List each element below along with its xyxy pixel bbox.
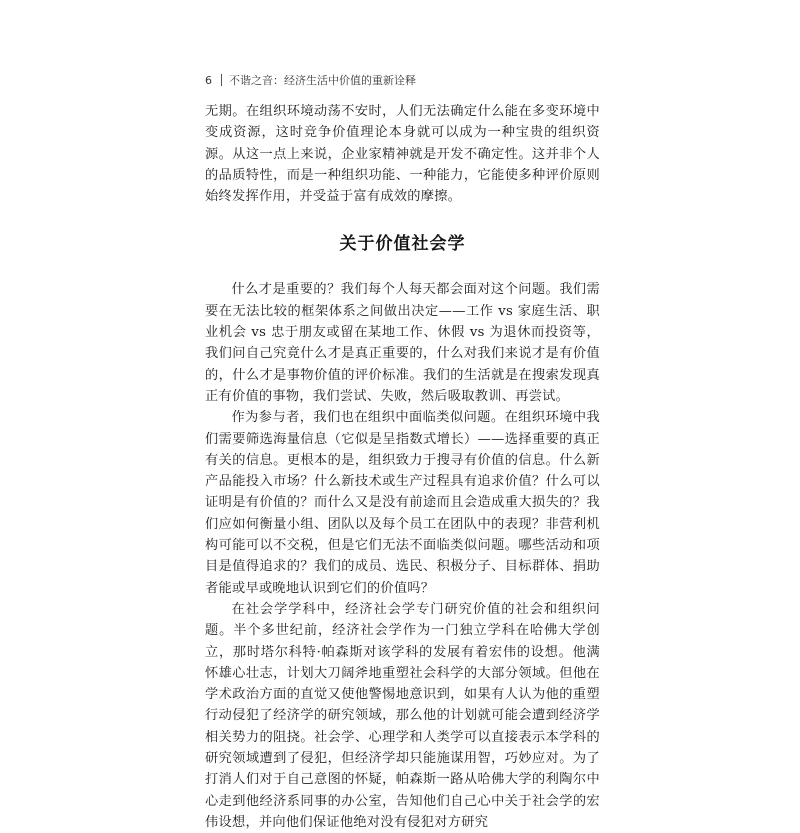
paragraph: 在社会学学科中，经济社会学专门研究价值的社会和组织问题。半个多世纪前，经济社会学作为一门独立学科在哈佛大学创立，那时塔尔科特·帕森斯对该学科的发展有着宏伟的设想。他满怀雄心壮志，计划大刀阔斧地重塑社会科学的大部分领域。但他在学术政治方面的直觉又使他警惕地意识到，如果有人认为他的重塑行动侵犯了经济学的研究领域，那么他的计划就可能会遭到经济学相关势力的阻挠。社会学、心理学和人类学可以直接表示本学科的研究领域遭到了侵犯，但经济学却只能施谋用智，巧妙应对。为了打消人们对于自己意图的怀疑，帕森斯一路从哈佛大学的利陶尔中心走到他经济系同事的办公室，告知他们自己心中关于社会学的宏伟设想，并向他们保证他绝对没有侵犯对方研究 [205, 601, 600, 830]
body-text [205, 101, 600, 833]
running-title: 不谐之音：经济生活中价值的重新诠释 [229, 74, 416, 87]
page-number: 6 [205, 73, 212, 87]
running-header [205, 70, 416, 90]
section-heading: 关于价值社会学 [339, 234, 466, 255]
paragraph-continued: 无期。在组织环境动荡不安时，人们无法确定什么能在多变环境中变成资源，这时竞争价值理论本身就可以成为一种宝贵的组织资源。从这一点上来说，企业家精神就是开发不确定性。这并非个人的品质特性，而是一种组织功能、一种能力，它能使多种评价原则始终发挥作用，并受益于富有成效的摩擦。 [205, 104, 600, 205]
paragraph: 作为参与者，我们也在组织中面临类似问题。在组织环境中我们需要筛选海量信息（它似是呈指数式增长）——选择重要的真正有关的信息。更根本的是，组织致力于搜寻有价值的信息。什么新产品能投入市场？什么新技术或生产过程具有追求价值？什么可以证明是有价值的？而什么又是没有前途而且会造成重大损失的？我们应如何衡量小组、团队以及每个员工在团队中的表现？非营利机构可能可以不交税，但是它们无法不面临类似问题。哪些活动和项目是值得追求的？我们的成员、选民、积极分子、目标群体、捐助者能或早或晚地认识到它们的价值吗？ [205, 410, 600, 596]
header-divider [221, 74, 222, 86]
paragraph: 什么才是重要的？我们每个人每天都会面对这个问题。我们需要在无法比较的框架体系之间做出决定——工作 vs 家庭生活、职业机会 vs 忠于朋友或留在某地工作、休假 vs 为退休而投资等，我们问自己究竟什么才是真正重要的，什么对我们来说才是有价值的，什么才是事物价值的评价标准。我们的生活就是在搜索发现真正有价值的事物，我们尝试、失败，然后吸取教训、再尝试。 [205, 282, 600, 404]
